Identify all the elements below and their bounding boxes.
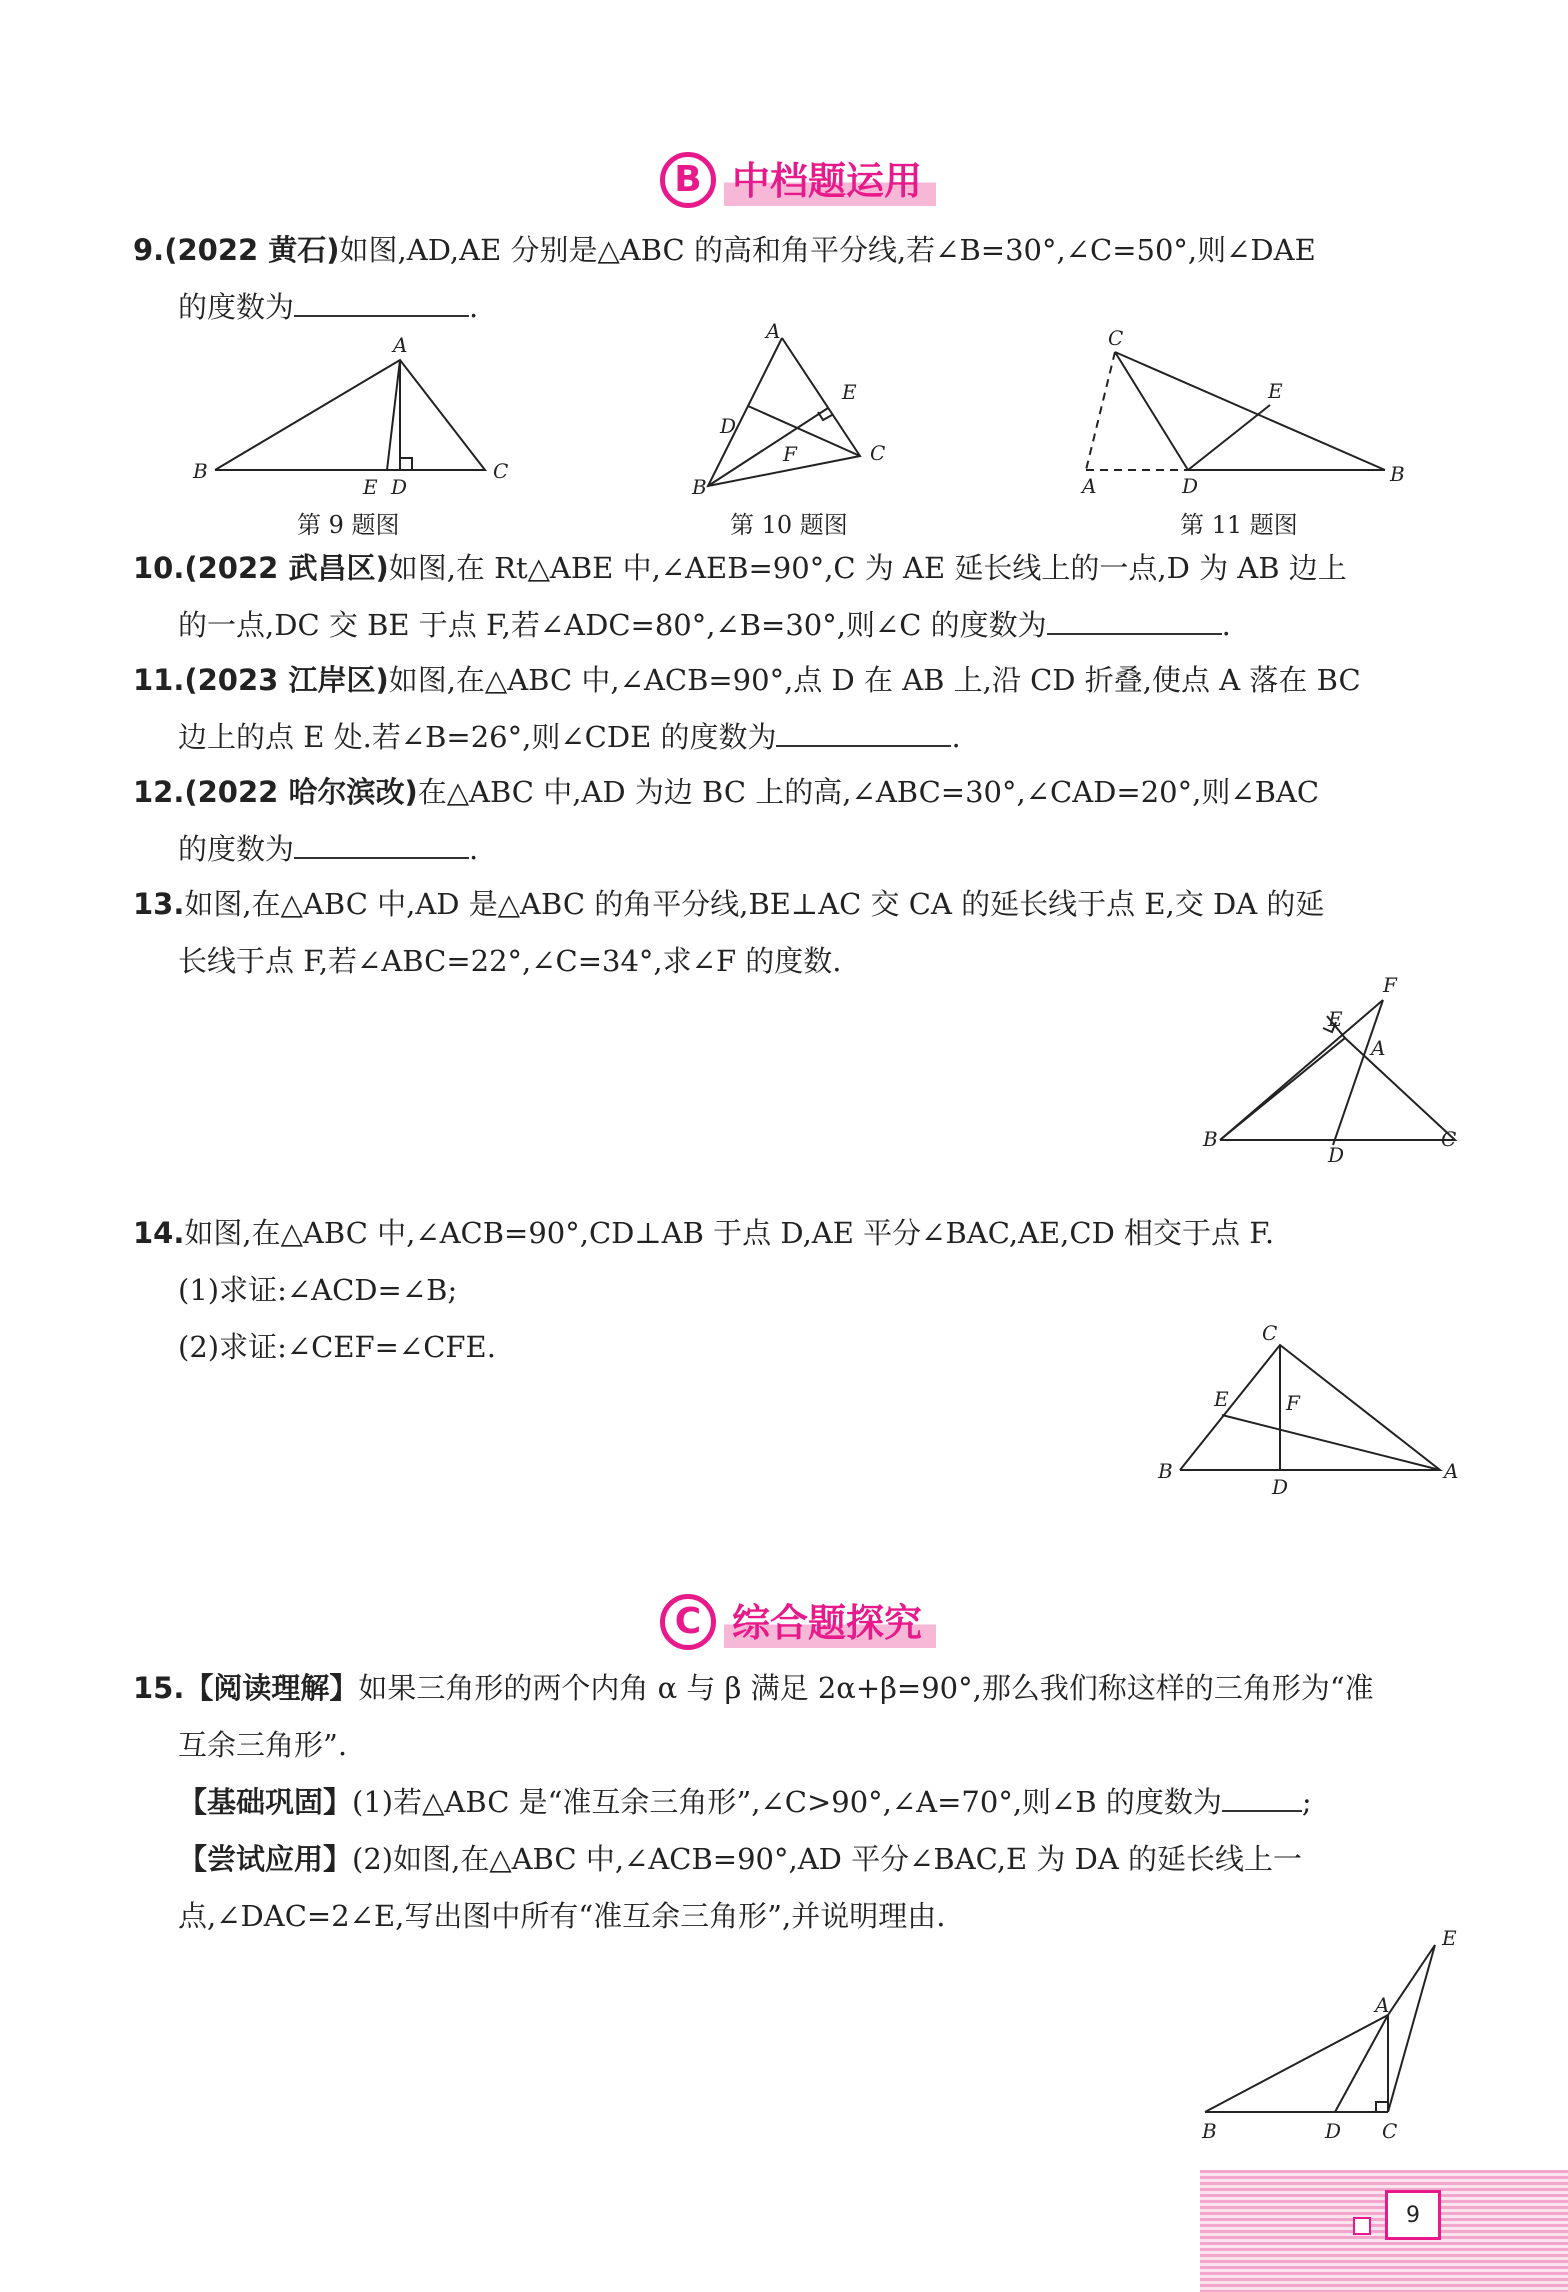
question-text: 如果三角形的两个内角 α 与 β 满足 2α+β=90°,那么我们称这样的三角形为“准 [358,1671,1374,1705]
figure-10 [690,318,900,498]
fig10-label-a: A [766,319,781,343]
fig14-label-f: F [1286,1391,1300,1415]
fig11-label-c: C [1108,326,1124,350]
question-number: 12. [133,775,185,809]
question-text: 如图,在△ABC 中,∠ACB=90°,CD⊥AB 于点 D,AE 平分∠BAC,AE,CD 相交于点 F. [184,1216,1275,1250]
fig14-label-d: D [1272,1475,1289,1499]
fig11-label-e: E [1268,379,1283,403]
section-b-header [660,148,936,211]
fig9-label-c: C [493,459,509,483]
question-source: (2022 哈尔滨改) [184,775,418,809]
section-badge: C [660,1594,716,1650]
fig15-label-d: D [1325,2119,1342,2143]
question-text: 如图,在△ABC 中,AD 是△ABC 的角平分线,BE⊥AC 交 CA 的延长线于点 E,交 DA 的延 [184,887,1325,921]
question-11 [133,652,1463,766]
punctuation: . [951,720,961,754]
section-tag: 【尝试应用】 [178,1842,353,1876]
fig10-label-e: E [842,380,857,404]
figure-15 [1190,1920,1480,2150]
fig13-label-d: D [1328,1143,1345,1167]
fig14-label-b: B [1158,1459,1173,1483]
section-tag: 【基础巩固】 [178,1785,353,1819]
figure-14 [1150,1320,1470,1500]
answer-blank[interactable] [294,823,469,859]
question-15 [133,1660,1463,1945]
fig14-label-c: C [1262,1321,1278,1345]
figure-13 [1195,970,1475,1170]
fig9-label-b: B [193,459,208,483]
answer-blank[interactable] [294,281,469,317]
fig13-label-f: F [1383,973,1397,997]
question-number: 11. [133,663,185,697]
question-text-cont: 边上的点 E 处.若∠B=26°,则∠CDE 的度数为 [178,720,777,754]
question-source: (2022 武昌区) [184,551,389,585]
section-title: 综合题探究 [724,1590,936,1653]
question-text-cont: 的度数为 [178,832,295,866]
answer-blank[interactable] [776,711,951,747]
question-text-cont: 的一点,DC 交 BE 于点 F,若∠ADC=80°,∠B=30°,则∠C 的度数为 [178,608,1047,642]
question-source: (2023 江岸区) [184,663,389,697]
fig14-label-e: E [1214,1387,1229,1411]
punctuation: ; [1301,1785,1312,1819]
section-title: 中档题运用 [724,148,936,211]
punctuation: . [469,832,479,866]
section-tag: 【阅读理解】 [184,1671,359,1705]
question-text: 如图,在△ABC 中,∠ACB=90°,点 D 在 AB 上,沿 CD 折叠,使点 A 落在 BC [388,663,1361,697]
figure-9 [185,330,525,500]
question-part-1: (1)求证:∠ACD=∠B; [178,1273,458,1307]
question-number: 9. [133,233,165,267]
figure-10-caption: 第 10 题图 [730,511,848,539]
fig14-label-a: A [1444,1459,1459,1483]
fig11-label-b: B [1390,462,1405,486]
figure-11-caption: 第 11 题图 [1180,511,1298,539]
fig13-label-e: E [1328,1007,1343,1031]
question-12 [133,764,1463,878]
question-source: (2022 黄石) [164,233,340,267]
question-text: 如图,AD,AE 分别是△ABC 的高和角平分线,若∠B=30°,∠C=50°,则∠DAE [339,233,1316,267]
question-text-cont: 长线于点 F,若∠ABC=22°,∠C=34°,求∠F 的度数. [178,944,842,978]
fig11-label-d: D [1182,474,1199,498]
fig9-label-d: D [391,475,408,499]
section-badge: B [660,152,716,208]
fig13-label-a: A [1371,1036,1386,1060]
question-text: 如图,在 Rt△ABE 中,∠AEB=90°,C 为 AE 延长线上的一点,D 为 AB 边上 [388,551,1347,585]
section-c-header [660,1590,936,1653]
question-text: 在△ABC 中,AD 为边 BC 上的高,∠ABC=30°,∠CAD=20°,则∠BAC [417,775,1320,809]
question-text-cont: 互余三角形”. [178,1728,348,1762]
figure-9-caption: 第 9 题图 [297,511,400,539]
question-part-2: (2)求证:∠CEF=∠CFE. [178,1330,496,1364]
answer-blank[interactable] [1047,599,1222,635]
fig10-label-c: C [870,441,886,465]
question-part-2: (2)如图,在△ABC 中,∠ACB=90°,AD 平分∠BAC,E 为 DA 的延长线上一 [352,1842,1303,1876]
question-number: 15. [133,1671,185,1705]
question-number: 13. [133,887,185,921]
figure-11 [1070,325,1410,500]
footer-decoration [1200,2170,1568,2292]
fig11-label-a: A [1082,474,1097,498]
question-text-cont: 的度数为 [178,290,295,324]
fig15-label-e: E [1442,1926,1457,1950]
question-number: 14. [133,1216,185,1250]
fig10-label-d: D [720,414,737,438]
fig10-label-b: B [692,475,707,498]
punctuation: . [469,290,479,324]
punctuation: . [1221,608,1231,642]
fig15-label-c: C [1382,2119,1398,2143]
fig9-label-a: A [393,333,408,357]
question-number: 10. [133,551,185,585]
footer-square-icon [1353,2217,1371,2235]
fig10-label-f: F [783,442,797,466]
fig15-label-b: B [1202,2119,1217,2143]
question-part-1: (1)若△ABC 是“准互余三角形”,∠C>90°,∠A=70°,则∠B 的度数为 [352,1785,1222,1819]
question-part-2-cont: 点,∠DAC=2∠E,写出图中所有“准互余三角形”,并说明理由. [178,1899,946,1933]
fig15-label-a: A [1375,1993,1390,2017]
answer-blank[interactable] [1222,1776,1302,1812]
question-10 [133,540,1463,654]
page-number: 9 [1385,2190,1441,2240]
fig13-label-b: B [1203,1127,1218,1151]
fig13-label-c: C [1441,1127,1457,1151]
fig9-label-e: E [363,475,378,499]
